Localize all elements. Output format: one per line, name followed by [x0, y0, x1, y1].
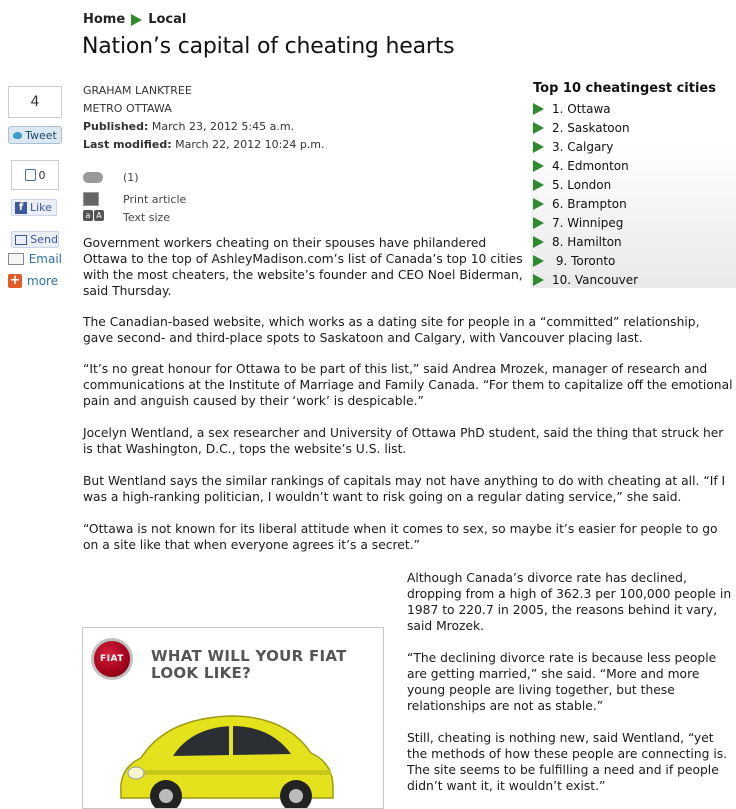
text-size-control[interactable]: a A Text size [83, 208, 186, 226]
modified-date: Last modified: March 22, 2012 10:24 p.m. [83, 138, 325, 151]
yellow-car-image [111, 698, 341, 808]
list-item: 9. Toronto [531, 251, 736, 270]
article-paragraph: “Ottawa is not known for its liberal attitude when it comes to sex, so maybe it’s easier for people to go on a site like that when everyone agrees it’s a secret.” [83, 522, 718, 552]
list-item: 5. London [531, 175, 736, 194]
like-button[interactable]: f Like [11, 199, 57, 216]
envelope-icon [8, 253, 24, 265]
article-paragraph: Jocelyn Wentland, a sex researcher and University of Ottawa PhD student, said the thing that struck her is that Washington, D.C., tops the website’s U.S. list. [83, 426, 724, 456]
breadcrumb [83, 12, 186, 27]
breadcrumb-arrow-icon [131, 14, 142, 26]
article-paragraph: “It’s no great honour for Ottawa to be part of this list,” said Andrea Mrozek, manager of research and communications at the Institute of Marriage and Family Canada. “For them to capitalize off the emotional pain and anguish caused by their ‘work’ is despicable.” [83, 362, 733, 408]
breadcrumb-home[interactable]: Home [83, 12, 126, 27]
fiat-logo: FIAT [91, 638, 133, 680]
plus-icon: + [9, 273, 21, 288]
tweet-count: 4 [8, 86, 62, 118]
email-link[interactable]: Email [8, 252, 62, 266]
send-button[interactable]: Send [11, 231, 59, 248]
thumbs-up-icon [25, 169, 36, 181]
list-item: 4. Edmonton [531, 156, 736, 175]
arrow-icon [533, 198, 544, 210]
send-icon [15, 235, 27, 245]
twitter-bird-icon [13, 132, 22, 139]
arrow-icon [533, 179, 544, 191]
more-share-link[interactable]: + more [9, 273, 59, 288]
outlet-name: METRO OTTAWA [83, 102, 172, 115]
top10-list [531, 99, 736, 289]
comments-link[interactable]: (1) [83, 168, 186, 186]
printer-icon [83, 192, 99, 206]
author-name: GRAHAM LANKTREE [83, 84, 192, 97]
article-paragraph: Although Canada’s divorce rate has declined, dropping from a high of 362.3 per 100,000 people in 1987 to 220.7 in 2005, the reasons behind it vary, said Mrozek. [407, 571, 732, 633]
comment-icon [83, 172, 103, 183]
article-paragraph: But Wentland says the similar rankings of capitals may not have anything to do with cheating at all. “If I was a high-ranking politician, I wouldn’t want to risk going on a regular dating service,” she said. [83, 474, 726, 504]
like-count: 0 [11, 160, 59, 190]
list-item: 2. Saskatoon [531, 118, 736, 137]
list-item: 3. Calgary [531, 137, 736, 156]
article-title: Nation’s capital of cheating hearts [82, 34, 455, 59]
list-item: 10. Vancouver [531, 270, 736, 289]
arrow-icon [533, 122, 544, 134]
article-tools [83, 168, 186, 226]
article-paragraph: “The declining divorce rate is because less people are getting married,” she said. “More and more young people are living together, but these relationships are not as stable.” [407, 651, 717, 713]
published-date: Published: March 23, 2012 5:45 a.m. [83, 120, 295, 133]
print-article-link[interactable]: Print article [83, 190, 186, 208]
arrow-icon [533, 160, 544, 172]
arrow-icon [533, 217, 544, 229]
article-paragraph: The Canadian-based website, which works as a dating site for people in a “committed” relationship, gave second- and third-place spots to Saskatoon and Calgary, with Vancouver placing last. [83, 315, 700, 345]
list-item: 7. Winnipeg [531, 213, 736, 232]
breadcrumb-local[interactable]: Local [148, 12, 187, 27]
arrow-icon [533, 141, 544, 153]
arrow-icon [533, 274, 544, 286]
list-item: 1. Ottawa [531, 99, 736, 118]
ad-headline: WHAT WILL YOUR FIAT LOOK LIKE? [151, 647, 347, 682]
article-meta [83, 82, 325, 154]
tweet-button[interactable]: Tweet [8, 126, 62, 144]
facebook-icon: f [15, 202, 27, 214]
arrow-icon [533, 255, 544, 267]
social-sidebar [8, 86, 62, 288]
article-paragraph: Government workers cheating on their spouses have philandered Ottawa to the top of AshleyMadison.com’s list of Canada’s top 10 cities with the most cheaters, the website’s founder and CEO Noel Biderman, said Thursday. [83, 236, 523, 298]
arrow-icon [533, 236, 544, 248]
arrow-icon [533, 103, 544, 115]
top10-title: Top 10 cheatingest cities [533, 81, 716, 96]
top10-box [531, 80, 736, 288]
list-item: 6. Brampton [531, 194, 736, 213]
text-size-icon: a A [83, 210, 105, 224]
list-item: 8. Hamilton [531, 232, 736, 251]
fiat-advertisement[interactable] [82, 627, 384, 809]
article-paragraph: Still, cheating is nothing new, said Wentland, “yet the methods of how these people are connecting is. The site seems to be fulfilling a need and if people didn’t want it, it wouldn’t exist.” [407, 731, 728, 793]
